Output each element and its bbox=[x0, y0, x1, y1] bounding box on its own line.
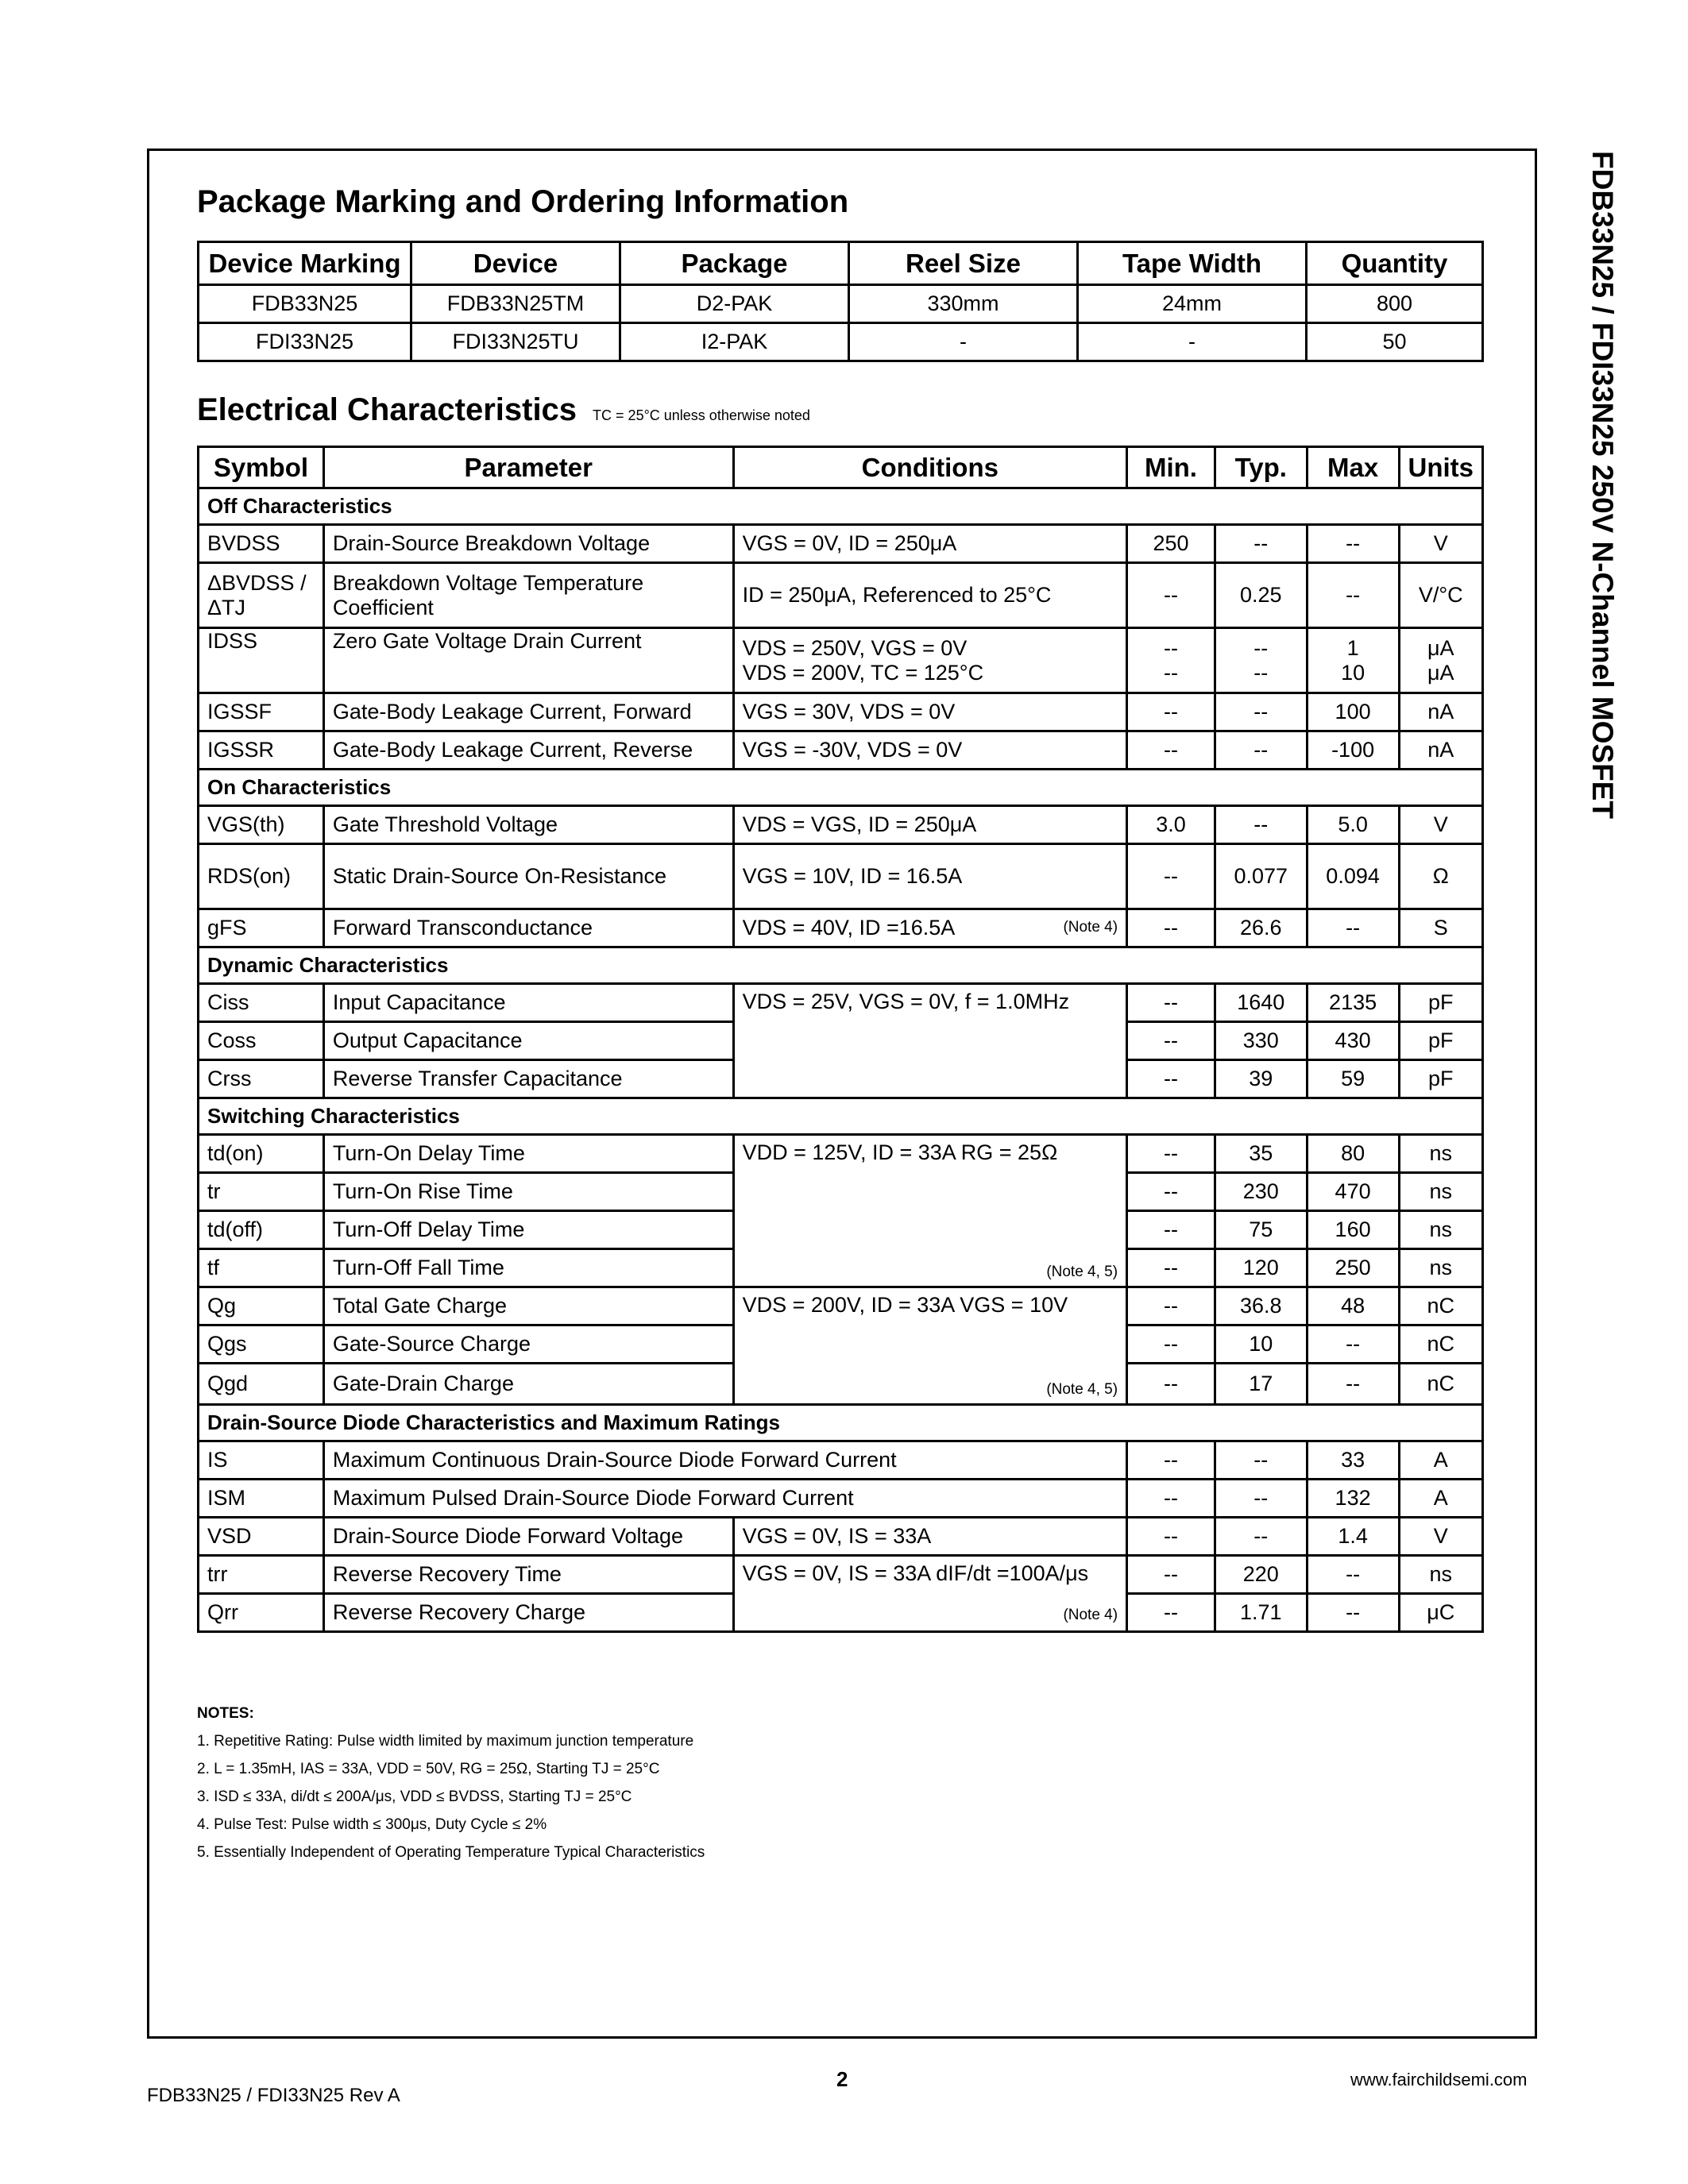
unit: μA bbox=[1427, 660, 1454, 685]
table-row bbox=[199, 806, 1483, 844]
typ: -- bbox=[1215, 1518, 1307, 1556]
table-row bbox=[199, 285, 1483, 323]
min: -- bbox=[1127, 1556, 1215, 1594]
pkg-header: Device bbox=[411, 242, 620, 285]
max: -- bbox=[1307, 909, 1399, 947]
param: Turn-Off Delay Time bbox=[323, 1211, 733, 1249]
min: -- bbox=[1163, 660, 1178, 685]
unit: ns bbox=[1399, 1249, 1483, 1287]
note-item: 5. Essentially Independent of Operating Temperature Typical Characteristics bbox=[197, 1844, 705, 1861]
symbol: IGSSF bbox=[199, 693, 324, 731]
param: Output Capacitance bbox=[323, 1022, 733, 1060]
cell: 330mm bbox=[849, 285, 1078, 323]
table-row bbox=[199, 909, 1483, 947]
cond: VGS = -30V, VDS = 0V bbox=[733, 731, 1126, 770]
unit: nA bbox=[1399, 693, 1483, 731]
cond: VDS = 200V, ID = 33A VGS = 10V bbox=[742, 1293, 1068, 1317]
unit: V bbox=[1399, 1518, 1483, 1556]
symbol: Qrr bbox=[199, 1594, 324, 1632]
symbol: Coss bbox=[199, 1022, 324, 1060]
cell: FDI33N25TU bbox=[411, 323, 620, 361]
symbol: IGSSR bbox=[199, 731, 324, 770]
cond: VDD = 125V, ID = 33A RG = 25Ω bbox=[742, 1140, 1058, 1164]
cell: I2-PAK bbox=[620, 323, 849, 361]
table-row bbox=[199, 628, 1483, 693]
param: Turn-Off Fall Time bbox=[323, 1249, 733, 1287]
max: 33 bbox=[1307, 1441, 1399, 1480]
pkg-header: Device Marking bbox=[199, 242, 411, 285]
side-title: FDB33N25 / FDI33N25 250V N-Channel MOSFET bbox=[1586, 151, 1619, 819]
max: 10 bbox=[1341, 660, 1365, 685]
cond: VDS = VGS, ID = 250μA bbox=[733, 806, 1126, 844]
max: 1 bbox=[1346, 635, 1359, 660]
elec-header: Max bbox=[1307, 447, 1399, 488]
unit: V bbox=[1399, 525, 1483, 563]
min: -- bbox=[1127, 1287, 1215, 1325]
table-row bbox=[199, 844, 1483, 909]
typ: 220 bbox=[1215, 1556, 1307, 1594]
max: 5.0 bbox=[1307, 806, 1399, 844]
cond: VDS = 40V, ID =16.5A bbox=[742, 916, 956, 940]
max: 1.4 bbox=[1307, 1518, 1399, 1556]
min: -- bbox=[1127, 563, 1215, 628]
max: 430 bbox=[1307, 1022, 1399, 1060]
typ: -- bbox=[1215, 525, 1307, 563]
symbol: Qgd bbox=[199, 1364, 324, 1405]
section-off: Off Characteristics bbox=[199, 488, 1483, 525]
table-row bbox=[199, 1441, 1483, 1480]
pkg-header: Quantity bbox=[1307, 242, 1483, 285]
symbol: td(on) bbox=[199, 1135, 324, 1173]
table-row bbox=[199, 1135, 1483, 1173]
min: -- bbox=[1127, 1060, 1215, 1098]
typ: 10 bbox=[1215, 1325, 1307, 1364]
param: Static Drain-Source On-Resistance bbox=[323, 844, 733, 909]
param: Gate-Body Leakage Current, Forward bbox=[323, 693, 733, 731]
param: Turn-On Delay Time bbox=[323, 1135, 733, 1173]
cell: 800 bbox=[1307, 285, 1483, 323]
typ: -- bbox=[1215, 1480, 1307, 1518]
unit: S bbox=[1399, 909, 1483, 947]
min: 3.0 bbox=[1127, 806, 1215, 844]
max: 100 bbox=[1307, 693, 1399, 731]
typ: 230 bbox=[1215, 1173, 1307, 1211]
table-row bbox=[199, 984, 1483, 1022]
param: Total Gate Charge bbox=[323, 1287, 733, 1325]
unit: nC bbox=[1399, 1364, 1483, 1405]
cell: - bbox=[1078, 323, 1307, 361]
max: -- bbox=[1307, 1594, 1399, 1632]
min: -- bbox=[1127, 909, 1215, 947]
table-row bbox=[199, 525, 1483, 563]
max: -- bbox=[1307, 1556, 1399, 1594]
min: -- bbox=[1127, 1441, 1215, 1480]
min: -- bbox=[1127, 984, 1215, 1022]
unit: pF bbox=[1399, 984, 1483, 1022]
symbol: Ciss bbox=[199, 984, 324, 1022]
notes bbox=[197, 1700, 705, 1866]
symbol: trr bbox=[199, 1556, 324, 1594]
elec-header: Units bbox=[1399, 447, 1483, 488]
symbol: td(off) bbox=[199, 1211, 324, 1249]
table-row bbox=[199, 1287, 1483, 1325]
param: Turn-On Rise Time bbox=[323, 1173, 733, 1211]
package-title: Package Marking and Ordering Information bbox=[197, 184, 849, 219]
note: (Note 4, 5) bbox=[1046, 1264, 1118, 1280]
param: Gate-Body Leakage Current, Reverse bbox=[323, 731, 733, 770]
elec-header: Min. bbox=[1127, 447, 1215, 488]
min: -- bbox=[1127, 1211, 1215, 1249]
symbol: tr bbox=[199, 1173, 324, 1211]
symbol: tf bbox=[199, 1249, 324, 1287]
max: -- bbox=[1307, 525, 1399, 563]
typ: 26.6 bbox=[1215, 909, 1307, 947]
typ: 17 bbox=[1215, 1364, 1307, 1405]
max: 132 bbox=[1307, 1480, 1399, 1518]
max: 160 bbox=[1307, 1211, 1399, 1249]
min: -- bbox=[1127, 1135, 1215, 1173]
max: 2135 bbox=[1307, 984, 1399, 1022]
typ: -- bbox=[1215, 731, 1307, 770]
unit: nA bbox=[1399, 731, 1483, 770]
table-row bbox=[199, 1556, 1483, 1594]
param: Breakdown Voltage Temperature Coefficient bbox=[323, 563, 733, 628]
note: (Note 4, 5) bbox=[1046, 1381, 1118, 1398]
max: 0.094 bbox=[1307, 844, 1399, 909]
typ: 75 bbox=[1215, 1211, 1307, 1249]
cell: FDI33N25 bbox=[199, 323, 411, 361]
max: -- bbox=[1307, 1325, 1399, 1364]
cond: ID = 250μA, Referenced to 25°C bbox=[733, 563, 1126, 628]
package-table bbox=[197, 241, 1484, 362]
cell: FDB33N25TM bbox=[411, 285, 620, 323]
note-item: 1. Repetitive Rating: Pulse width limited by maximum junction temperature bbox=[197, 1733, 694, 1750]
electrical-subtitle: TC = 25°C unless otherwise noted bbox=[593, 407, 810, 423]
param: Zero Gate Voltage Drain Current bbox=[323, 628, 733, 693]
max: -100 bbox=[1307, 731, 1399, 770]
typ: 35 bbox=[1215, 1135, 1307, 1173]
table-row bbox=[199, 731, 1483, 770]
unit: ns bbox=[1399, 1135, 1483, 1173]
typ: 36.8 bbox=[1215, 1287, 1307, 1325]
unit: nC bbox=[1399, 1287, 1483, 1325]
note-item: 2. L = 1.35mH, IAS = 33A, VDD = 50V, RG = 25Ω, Starting TJ = 25°C bbox=[197, 1761, 660, 1777]
note-item: 4. Pulse Test: Pulse width ≤ 300μs, Duty Cycle ≤ 2% bbox=[197, 1816, 547, 1833]
min: -- bbox=[1127, 1249, 1215, 1287]
min: -- bbox=[1127, 1518, 1215, 1556]
symbol: Crss bbox=[199, 1060, 324, 1098]
unit: pF bbox=[1399, 1060, 1483, 1098]
pkg-header: Reel Size bbox=[849, 242, 1078, 285]
max: -- bbox=[1307, 1364, 1399, 1405]
elec-header: Conditions bbox=[733, 447, 1126, 488]
typ: -- bbox=[1215, 1441, 1307, 1480]
symbol: ΔBVDSS / ΔTJ bbox=[199, 563, 324, 628]
symbol: Qg bbox=[199, 1287, 324, 1325]
max: 470 bbox=[1307, 1173, 1399, 1211]
typ: 1.71 bbox=[1215, 1594, 1307, 1632]
unit: pF bbox=[1399, 1022, 1483, 1060]
unit: A bbox=[1399, 1441, 1483, 1480]
cond: VGS = 0V, IS = 33A dIF/dt =100A/μs bbox=[742, 1561, 1089, 1585]
unit: ns bbox=[1399, 1211, 1483, 1249]
min: 250 bbox=[1127, 525, 1215, 563]
unit: ns bbox=[1399, 1173, 1483, 1211]
unit: μC bbox=[1399, 1594, 1483, 1632]
max: 59 bbox=[1307, 1060, 1399, 1098]
symbol: IDSS bbox=[199, 628, 324, 693]
unit: nC bbox=[1399, 1325, 1483, 1364]
table-row bbox=[199, 563, 1483, 628]
typ: -- bbox=[1253, 635, 1269, 660]
section-diode: Drain-Source Diode Characteristics and Maximum Ratings bbox=[199, 1405, 1483, 1441]
cond: VGS = 10V, ID = 16.5A bbox=[733, 844, 1126, 909]
symbol: gFS bbox=[199, 909, 324, 947]
min: -- bbox=[1163, 635, 1178, 660]
typ: -- bbox=[1215, 693, 1307, 731]
param: Gate Threshold Voltage bbox=[323, 806, 733, 844]
min: -- bbox=[1127, 1594, 1215, 1632]
pkg-header: Package bbox=[620, 242, 849, 285]
param: Reverse Transfer Capacitance bbox=[323, 1060, 733, 1098]
cond: VDS = 25V, VGS = 0V, f = 1.0MHz bbox=[733, 984, 1126, 1098]
unit: V/°C bbox=[1399, 563, 1483, 628]
table-row bbox=[199, 1480, 1483, 1518]
elec-header: Parameter bbox=[323, 447, 733, 488]
cell: D2-PAK bbox=[620, 285, 849, 323]
pkg-header: Tape Width bbox=[1078, 242, 1307, 285]
table-row bbox=[199, 693, 1483, 731]
cell: FDB33N25 bbox=[199, 285, 411, 323]
min: -- bbox=[1127, 1022, 1215, 1060]
unit: ns bbox=[1399, 1556, 1483, 1594]
unit: A bbox=[1399, 1480, 1483, 1518]
typ: 120 bbox=[1215, 1249, 1307, 1287]
table-row bbox=[199, 323, 1483, 361]
cell: 24mm bbox=[1078, 285, 1307, 323]
section-dynamic: Dynamic Characteristics bbox=[199, 947, 1483, 984]
param: Drain-Source Breakdown Voltage bbox=[323, 525, 733, 563]
typ: 1640 bbox=[1215, 984, 1307, 1022]
param: Maximum Pulsed Drain-Source Diode Forward Current bbox=[323, 1480, 1126, 1518]
symbol: VSD bbox=[199, 1518, 324, 1556]
electrical-title bbox=[197, 392, 810, 428]
min: -- bbox=[1127, 1325, 1215, 1364]
typ: 330 bbox=[1215, 1022, 1307, 1060]
min: -- bbox=[1127, 731, 1215, 770]
max: 80 bbox=[1307, 1135, 1399, 1173]
cond: VGS = 0V, ID = 250μA bbox=[733, 525, 1126, 563]
param: Reverse Recovery Time bbox=[323, 1556, 733, 1594]
table-row bbox=[199, 1518, 1483, 1556]
max: 48 bbox=[1307, 1287, 1399, 1325]
cell: 50 bbox=[1307, 323, 1483, 361]
param: Drain-Source Diode Forward Voltage bbox=[323, 1518, 733, 1556]
symbol: RDS(on) bbox=[199, 844, 324, 909]
symbol: ISM bbox=[199, 1480, 324, 1518]
param: Maximum Continuous Drain-Source Diode Forward Current bbox=[323, 1441, 1126, 1480]
note: (Note 4) bbox=[1063, 1607, 1118, 1623]
elec-header: Symbol bbox=[199, 447, 324, 488]
footer-doc-id: FDB33N25 / FDI33N25 Rev A bbox=[147, 2085, 400, 2106]
symbol: IS bbox=[199, 1441, 324, 1480]
param: Forward Transconductance bbox=[323, 909, 733, 947]
section-on: On Characteristics bbox=[199, 770, 1483, 806]
min: -- bbox=[1127, 693, 1215, 731]
min: -- bbox=[1127, 1364, 1215, 1405]
symbol: Qgs bbox=[199, 1325, 324, 1364]
note: (Note 4) bbox=[1063, 919, 1118, 936]
min: -- bbox=[1127, 1173, 1215, 1211]
electrical-table bbox=[197, 446, 1484, 1633]
max: -- bbox=[1307, 563, 1399, 628]
notes-title: NOTES: bbox=[197, 1705, 254, 1722]
param: Gate-Drain Charge bbox=[323, 1364, 733, 1405]
unit: Ω bbox=[1399, 844, 1483, 909]
cond: VGS = 0V, IS = 33A bbox=[733, 1518, 1126, 1556]
typ: 0.077 bbox=[1215, 844, 1307, 909]
param: Reverse Recovery Charge bbox=[323, 1594, 733, 1632]
typ: -- bbox=[1215, 806, 1307, 844]
section-switching: Switching Characteristics bbox=[199, 1098, 1483, 1135]
param: Input Capacitance bbox=[323, 984, 733, 1022]
cond: VDS = 200V, TC = 125°C bbox=[742, 660, 984, 685]
max: 250 bbox=[1307, 1249, 1399, 1287]
typ: 0.25 bbox=[1215, 563, 1307, 628]
param: Gate-Source Charge bbox=[323, 1325, 733, 1364]
cond: VDS = 250V, VGS = 0V bbox=[742, 635, 968, 660]
unit: V bbox=[1399, 806, 1483, 844]
note-item: 3. ISD ≤ 33A, di/dt ≤ 200A/μs, VDD ≤ BVDSS, Starting TJ = 25°C bbox=[197, 1788, 632, 1805]
typ: 39 bbox=[1215, 1060, 1307, 1098]
min: -- bbox=[1127, 1480, 1215, 1518]
min: -- bbox=[1127, 844, 1215, 909]
elec-header: Typ. bbox=[1215, 447, 1307, 488]
page-number: 2 bbox=[836, 2067, 848, 2091]
typ: -- bbox=[1253, 660, 1269, 685]
electrical-title-text: Electrical Characteristics bbox=[197, 392, 577, 427]
cell: - bbox=[849, 323, 1078, 361]
footer-url[interactable]: www.fairchildsemi.com bbox=[1350, 2070, 1528, 2089]
symbol: BVDSS bbox=[199, 525, 324, 563]
unit: μA bbox=[1427, 635, 1454, 660]
symbol: VGS(th) bbox=[199, 806, 324, 844]
cond: VGS = 30V, VDS = 0V bbox=[733, 693, 1126, 731]
